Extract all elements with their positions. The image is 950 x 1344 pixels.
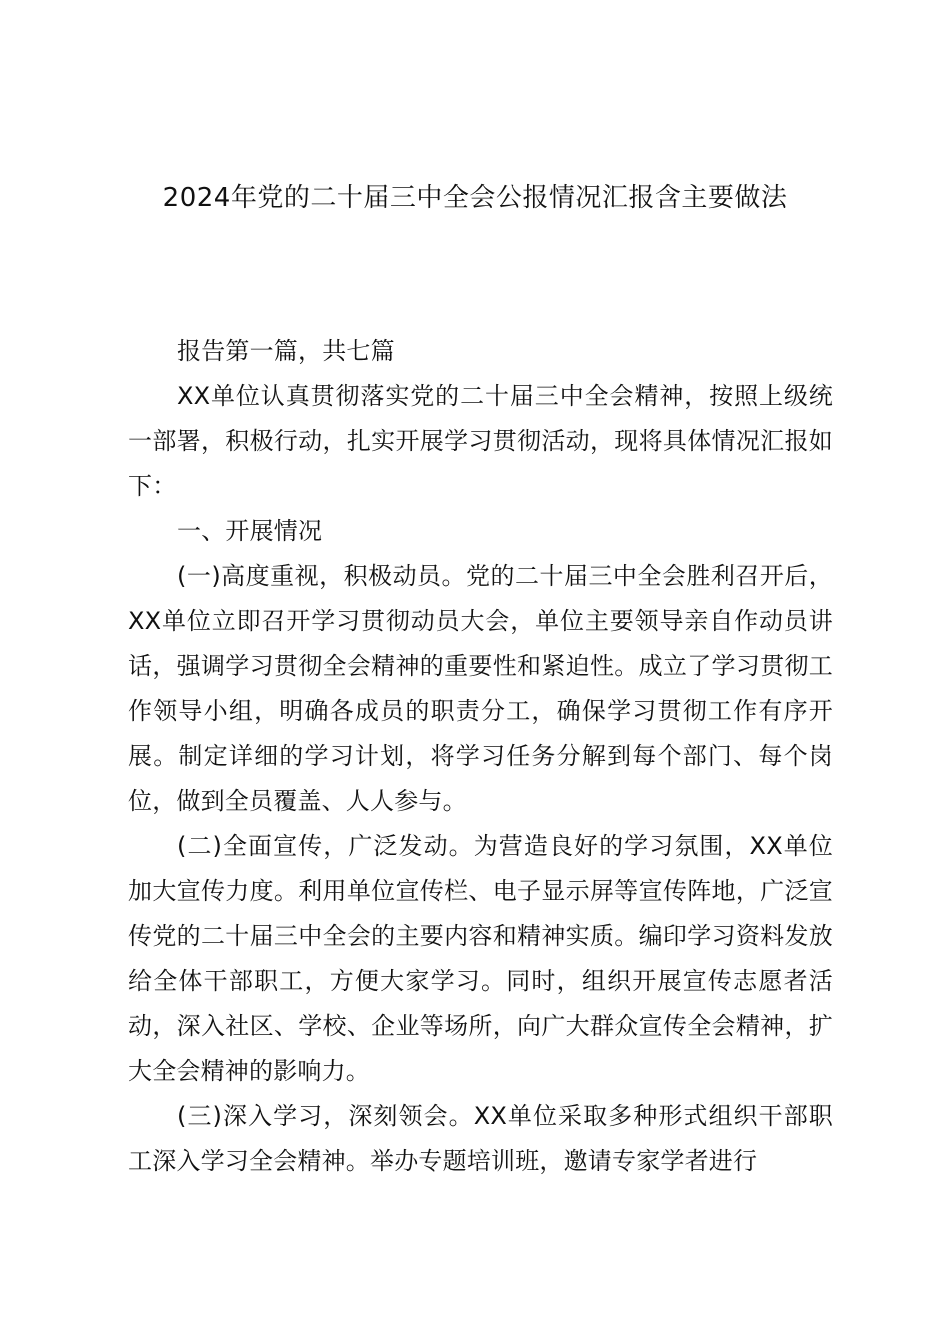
paragraph-item-2: (二)全面宣传，广泛发动。为营造良好的学习氛围，XX单位加大宣传力度。利用单位宣传栏、电子显示屏等宣传阵地，广泛宣传党的二十届三中全会的主要内容和精神实质。编印学习资料发放给全体干部职工，方便大家学习。同时，组织开展宣传志愿者活动，深入社区、学校、企业等场所，向广大群众宣传全会精神，扩大全会精神的影响力。 bbox=[128, 832, 833, 1085]
paragraph-intro-label: 报告第一篇，共七篇 bbox=[177, 337, 395, 365]
paragraph-item-3: (三)深入学习，深刻领会。XX单位采取多种形式组织干部职工深入学习全会精神。举办专题培训班，邀请专家学者进行 bbox=[128, 1102, 833, 1175]
section-heading: 一、开展情况 bbox=[177, 517, 323, 545]
document-title: 2024年党的二十届三中全会公报情况汇报含主要做法 bbox=[162, 183, 788, 213]
paragraph-item-1: (一)高度重视，积极动员。党的二十届三中全会胜利召开后，XX单位立即召开学习贯彻动员大会，单位主要领导亲自作动员讲话，强调学习贯彻全会精神的重要性和紧迫性。成立了学习贯彻工作领导小组，明确各成员的职责分工，确保学习贯彻工作有序开展。制定详细的学习计划，将学习任务分解到每个部门、每个岗位，做到全员覆盖、人人参与。 bbox=[128, 562, 833, 815]
document-body bbox=[128, 329, 833, 1184]
paragraph-overview: XX单位认真贯彻落实党的二十届三中全会精神，按照上级统一部署，积极行动，扎实开展学习贯彻活动，现将具体情况汇报如下： bbox=[128, 382, 833, 500]
